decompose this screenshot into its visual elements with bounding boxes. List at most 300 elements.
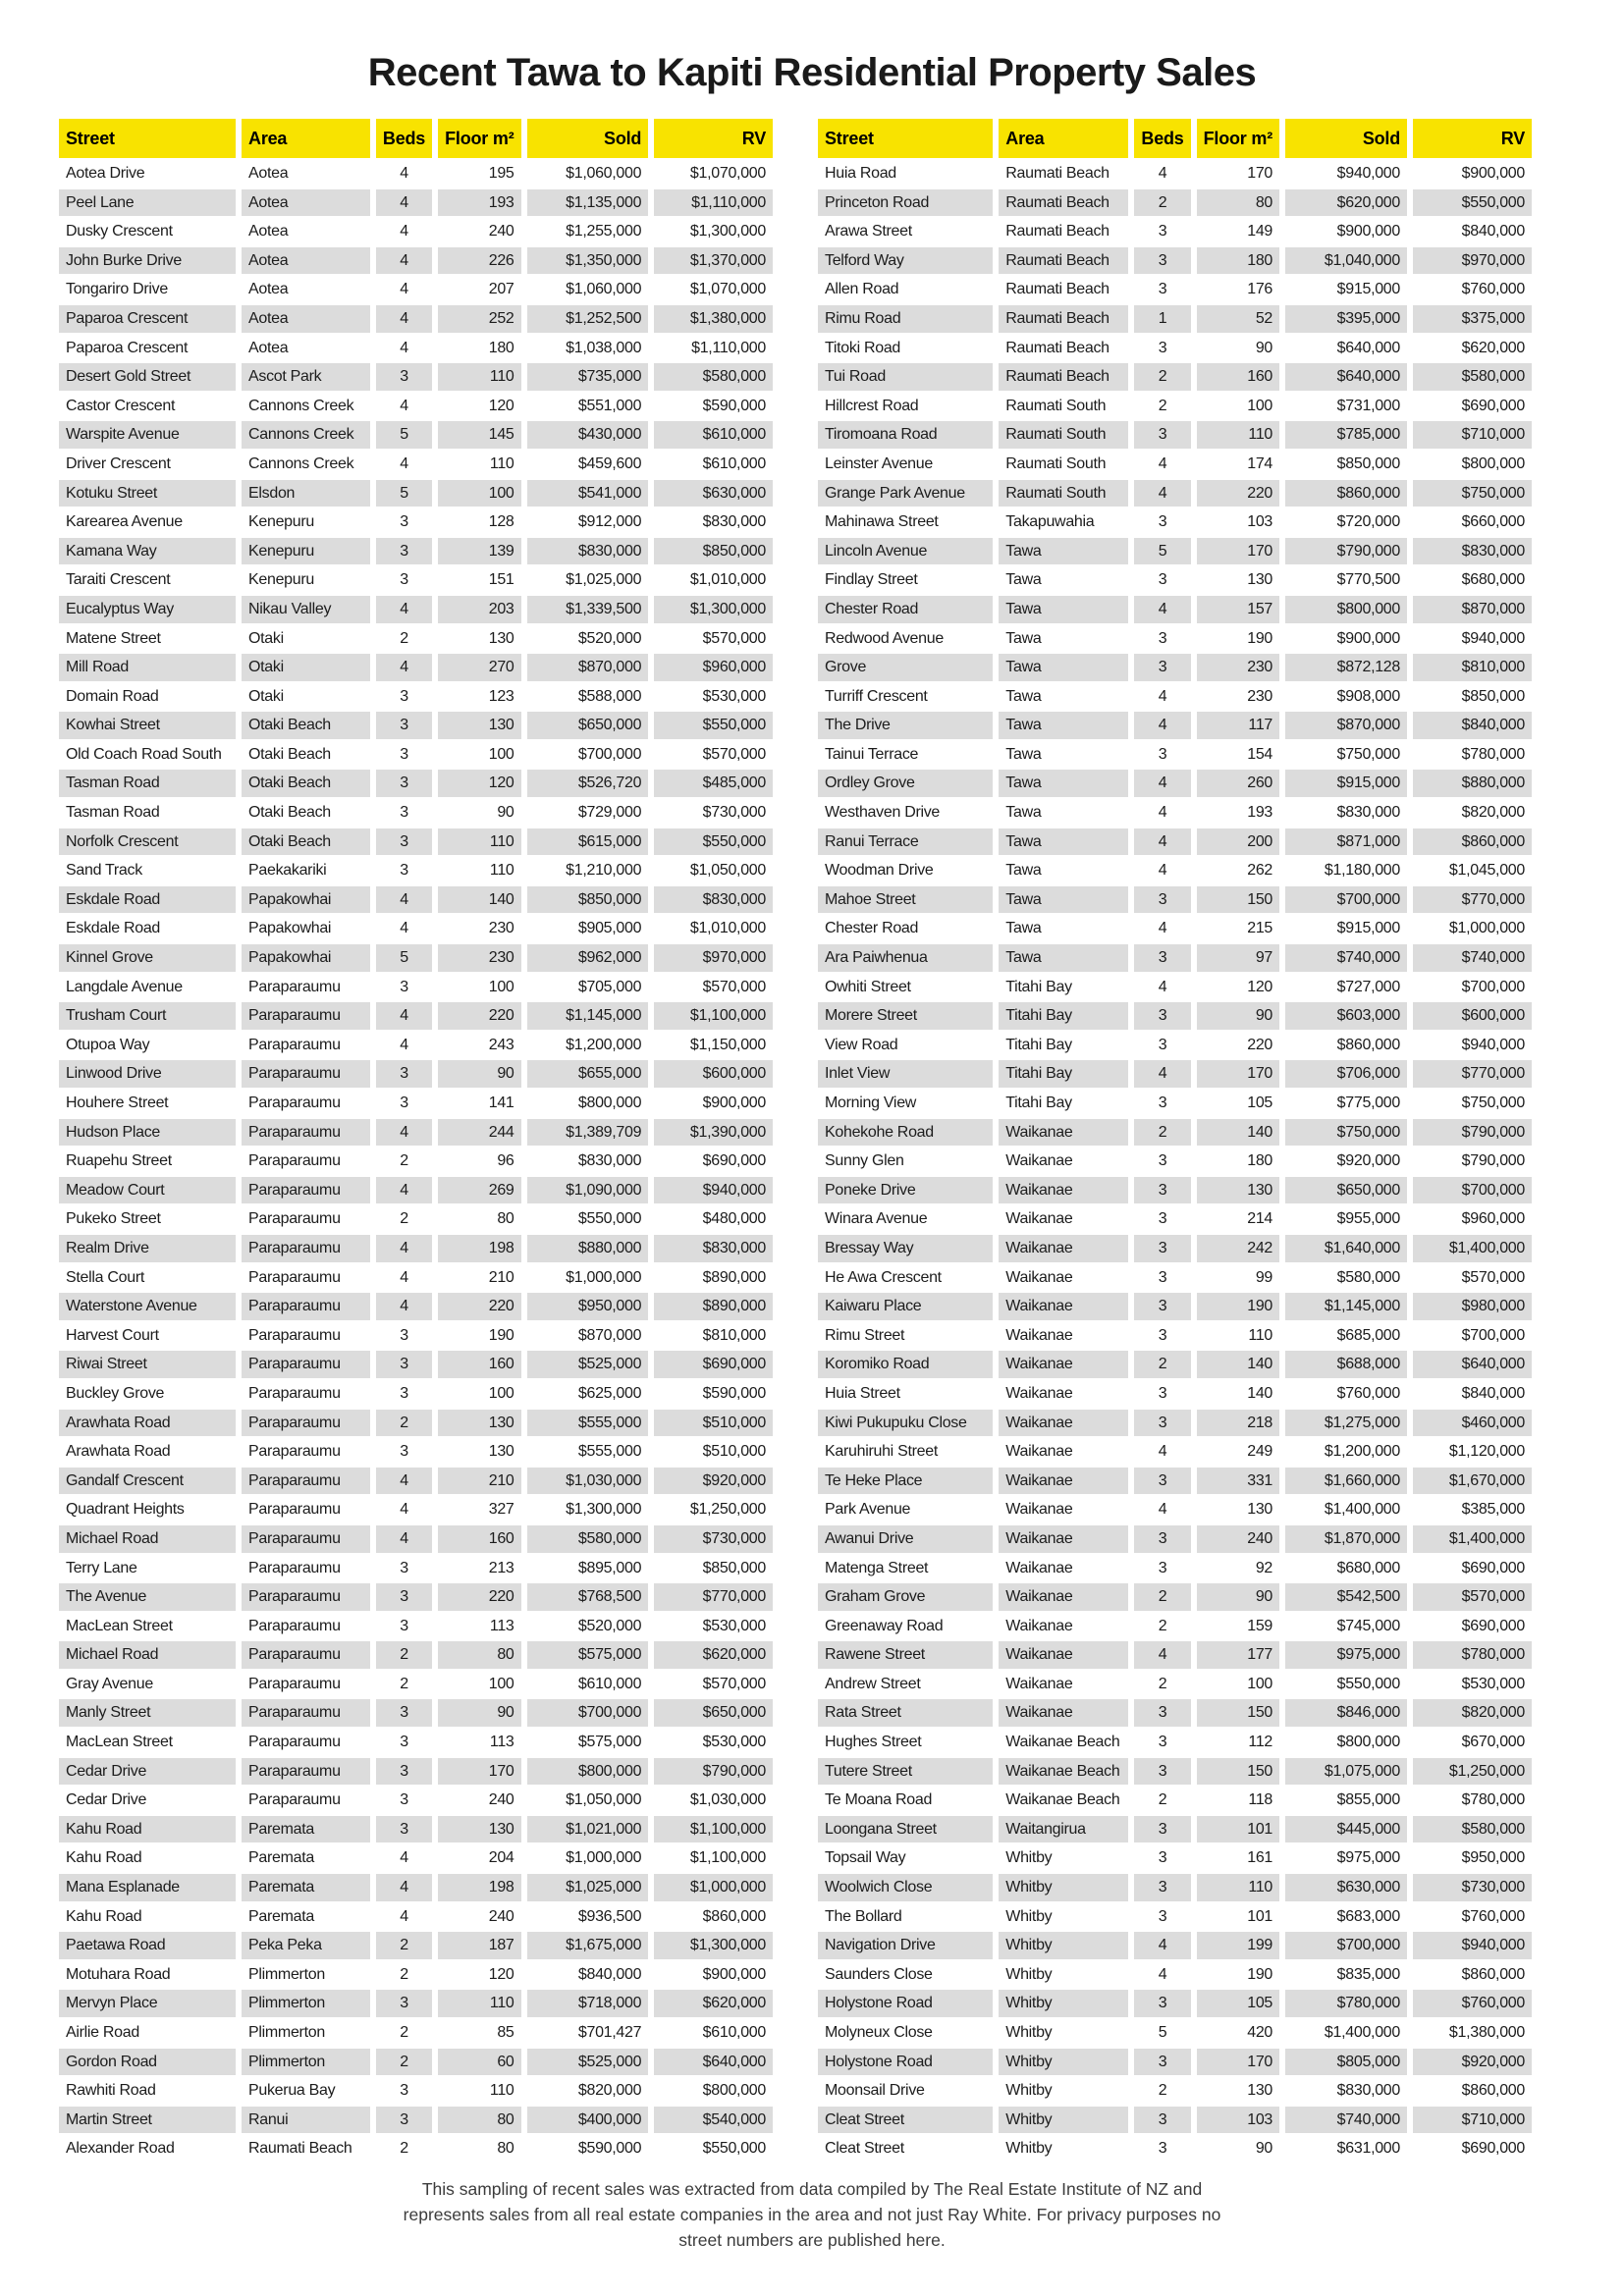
rv-cell: $385,000 [1461, 1501, 1525, 1519]
rv-cell: $485,000 [654, 770, 773, 797]
floor-cell: 260 [1197, 770, 1279, 797]
area-cell: Raumati Beach [1005, 223, 1110, 240]
area-cell: Aotea [248, 339, 289, 356]
rv-cell: $460,000 [1413, 1410, 1532, 1437]
sold-cell: $912,000 [577, 513, 642, 531]
table-row [818, 1787, 1532, 1814]
table-row [59, 538, 773, 565]
street-cell: Meadow Court [59, 1177, 236, 1204]
area-cell: Waikanae [999, 1235, 1128, 1262]
rv-cell: $860,000 [1461, 1965, 1525, 1983]
street-cell: Stella Court [66, 1268, 144, 1286]
beds-cell: 3 [1158, 2140, 1167, 2158]
area-cell: Paraparaumu [242, 1177, 370, 1204]
floor-cell: 85 [497, 2024, 514, 2041]
sold-cell: $800,000 [1336, 1734, 1401, 1751]
area-cell: Raumati South [999, 480, 1128, 507]
table-row [59, 1205, 773, 1233]
area-cell: Paraparaumu [242, 1468, 370, 1495]
table-row [59, 1525, 773, 1553]
beds-cell: 4 [1134, 1641, 1190, 1669]
floor-cell: 110 [438, 828, 520, 856]
rv-cell: $710,000 [1413, 421, 1532, 449]
street-cell: Mahoe Street [818, 886, 993, 914]
rv-cell: $900,000 [702, 1965, 766, 1983]
sold-cell: $700,000 [1285, 886, 1407, 914]
beds-cell: 2 [400, 2024, 408, 2041]
column-header-area: Area [999, 119, 1128, 158]
area-cell: Aotea [242, 247, 370, 275]
sold-cell: $1,400,000 [1324, 2024, 1401, 2041]
area-cell: Paraparaumu [248, 1152, 341, 1170]
floor-cell: 190 [1247, 1965, 1273, 1983]
rv-cell: $540,000 [654, 2107, 773, 2134]
street-cell: Riwai Street [59, 1351, 236, 1378]
street-cell: Morning View [825, 1095, 917, 1111]
area-cell: Waikanae [999, 1119, 1128, 1147]
floor-cell: 80 [497, 2140, 514, 2158]
floor-cell: 118 [1248, 1791, 1273, 1809]
street-cell: Paparoa Crescent [66, 339, 189, 356]
column-header-street: Street [59, 119, 236, 158]
street-cell: Hughes Street [825, 1734, 922, 1751]
table-row [818, 305, 1532, 333]
area-cell: Cannons Creek [248, 397, 354, 414]
beds-cell: 4 [1134, 596, 1190, 623]
street-cell: Tongariro Drive [66, 281, 168, 298]
area-cell: Tawa [999, 944, 1128, 972]
rv-cell: $900,000 [702, 1095, 766, 1111]
beds-cell: 3 [1134, 886, 1190, 914]
area-cell: Paraparaumu [242, 1410, 370, 1437]
area-cell: Kenepuru [248, 571, 315, 589]
area-cell: Raumati Beach [999, 189, 1128, 217]
area-cell: Titahi Bay [999, 1002, 1128, 1030]
area-cell: Paraparaumu [248, 1095, 341, 1111]
sold-cell: $590,000 [577, 2140, 642, 2158]
sold-cell: $740,000 [1285, 944, 1407, 972]
sold-cell: $915,000 [1336, 920, 1401, 937]
street-cell: Eskdale Road [66, 920, 161, 937]
rv-cell: $840,000 [1461, 1384, 1525, 1402]
sold-cell: $631,000 [1336, 2140, 1401, 2158]
table-row [818, 974, 1532, 1001]
header-row [818, 119, 1532, 158]
table-row [59, 1468, 773, 1495]
street-cell: Tiromoana Road [818, 421, 993, 449]
column-header-rv: RV [1413, 119, 1532, 158]
floor-cell: 187 [438, 1932, 520, 1959]
sold-cell: $1,252,500 [527, 305, 649, 333]
rv-cell: $750,000 [1461, 1095, 1525, 1111]
beds-cell: 3 [1134, 1293, 1190, 1320]
sold-cell: $1,090,000 [527, 1177, 649, 1204]
area-cell: Raumati South [1005, 454, 1107, 472]
beds-cell: 3 [1158, 513, 1167, 531]
footer-note: This sampling of recent sales was extracted from data compiled by The Real Estate Institute of NZ and represents sales from all real estate companies in the area and not just Ray White. For privacy purposes no street numbers are published here. [403, 2178, 1221, 2250]
table-row [818, 508, 1532, 536]
table-row [59, 2077, 773, 2105]
sold-cell: $1,339,500 [527, 596, 649, 623]
area-cell: Waikanae [1005, 1326, 1073, 1344]
beds-cell: 4 [376, 654, 432, 681]
beds-cell: 3 [1134, 944, 1190, 972]
street-cell: Taraiti Crescent [66, 571, 171, 589]
floor-cell: 90 [1197, 1002, 1279, 1030]
street-cell: Woodman Drive [825, 862, 934, 880]
table-row [59, 421, 773, 449]
sold-cell: $1,075,000 [1285, 1758, 1407, 1786]
area-cell: Plimmerton [242, 1990, 370, 2017]
area-cell: Paraparaumu [248, 1326, 341, 1344]
beds-cell: 2 [400, 1152, 408, 1170]
rv-cell: $780,000 [1413, 1641, 1532, 1669]
table-row [59, 1613, 773, 1640]
rv-cell: $690,000 [1461, 397, 1525, 414]
beds-cell: 4 [400, 1907, 408, 1925]
beds-cell: 4 [1134, 480, 1190, 507]
street-cell: Allen Road [825, 281, 899, 298]
rv-cell: $570,000 [702, 1675, 766, 1692]
table-row [59, 363, 773, 391]
street-cell: Westhaven Drive [825, 804, 941, 822]
floor-cell: 150 [1197, 886, 1279, 914]
area-cell: Waikanae [1005, 1384, 1073, 1402]
beds-cell: 2 [1158, 397, 1167, 414]
sold-cell: $630,000 [1285, 1874, 1407, 1901]
beds-cell: 3 [376, 770, 432, 797]
rv-cell: $940,000 [1413, 1932, 1532, 1959]
sold-cell: $855,000 [1336, 1791, 1401, 1809]
beds-cell: 4 [400, 1849, 408, 1867]
table-row [59, 654, 773, 681]
area-cell: Whitby [999, 2049, 1128, 2076]
area-cell: Papakowhai [248, 920, 332, 937]
beds-cell: 2 [400, 629, 408, 647]
floor-cell: 110 [438, 363, 520, 391]
floor-cell: 269 [438, 1177, 520, 1204]
table-row [59, 1090, 773, 1117]
street-cell: The Drive [818, 712, 993, 739]
floor-cell: 198 [438, 1874, 520, 1901]
floor-cell: 150 [1197, 1699, 1279, 1727]
table-row [59, 1729, 773, 1756]
area-cell: Kenepuru [242, 538, 370, 565]
table-row [818, 2107, 1532, 2134]
floor-cell: 103 [1197, 2107, 1279, 2134]
beds-cell: 4 [400, 454, 408, 472]
rv-cell: $610,000 [702, 2024, 766, 2041]
street-cell: Warspite Avenue [59, 421, 236, 449]
rv-cell: $620,000 [654, 1990, 773, 2017]
table-row [818, 596, 1532, 623]
rv-cell: $1,100,000 [654, 1002, 773, 1030]
street-cell: Ruapehu Street [66, 1152, 172, 1170]
floor-cell: 101 [1197, 1816, 1279, 1843]
area-cell: Tawa [1005, 687, 1042, 705]
rv-cell: $1,390,000 [654, 1119, 773, 1147]
rv-cell: $1,050,000 [689, 862, 766, 880]
area-cell: Waikanae [999, 1525, 1128, 1553]
street-cell: Huia Street [825, 1384, 900, 1402]
area-cell: Otaki Beach [248, 804, 331, 822]
table-row [818, 1148, 1532, 1175]
beds-cell: 4 [1134, 828, 1190, 856]
rv-cell: $860,000 [702, 1907, 766, 1925]
sold-cell: $575,000 [577, 1734, 642, 1751]
street-cell: Rawhiti Road [66, 2082, 156, 2100]
beds-cell: 3 [1158, 1907, 1167, 1925]
street-cell: Graham Grove [818, 1583, 993, 1611]
area-cell: Pukerua Bay [248, 2082, 336, 2100]
street-cell: Hudson Place [59, 1119, 236, 1147]
rv-cell: $550,000 [702, 2140, 766, 2158]
sold-cell: $731,000 [1336, 397, 1401, 414]
area-cell: Raumati Beach [999, 247, 1128, 275]
area-cell: Otaki [248, 687, 284, 705]
floor-cell: 170 [1247, 165, 1273, 182]
table-row [818, 480, 1532, 507]
beds-cell: 3 [1134, 2049, 1190, 2076]
table-row [59, 1990, 773, 2017]
table-row [818, 1468, 1532, 1495]
table-row [818, 1641, 1532, 1669]
rv-cell: $1,000,000 [654, 1874, 773, 1901]
beds-cell: 2 [400, 1965, 408, 1983]
area-cell: Elsdon [242, 480, 370, 507]
rv-cell: $960,000 [1461, 1210, 1525, 1228]
sold-cell: $800,000 [577, 1095, 642, 1111]
table-row [59, 974, 773, 1001]
beds-cell: 3 [400, 1384, 408, 1402]
area-cell: Cannons Creek [242, 421, 370, 449]
street-cell: Driver Crescent [66, 454, 171, 472]
street-cell: View Road [825, 1036, 898, 1053]
area-cell: Papakowhai [242, 944, 370, 972]
rv-cell: $870,000 [1413, 596, 1532, 623]
beds-cell: 4 [376, 189, 432, 217]
floor-cell: 190 [488, 1326, 514, 1344]
beds-cell: 3 [376, 363, 432, 391]
table-row [59, 335, 773, 362]
beds-cell: 4 [400, 1036, 408, 1053]
rv-cell: $1,120,000 [1448, 1443, 1525, 1461]
beds-cell: 3 [1158, 629, 1167, 647]
floor-cell: 331 [1197, 1468, 1279, 1495]
floor-cell: 113 [489, 1734, 514, 1751]
sales-table-left [53, 117, 779, 2164]
sold-cell: $1,400,000 [1324, 1501, 1401, 1519]
sold-cell: $551,000 [577, 397, 642, 414]
floor-cell: 103 [1247, 513, 1273, 531]
table-row [818, 2049, 1532, 2076]
sold-cell: $1,389,709 [527, 1119, 649, 1147]
floor-cell: 220 [1197, 480, 1279, 507]
sold-cell: $459,600 [577, 454, 642, 472]
floor-cell: 139 [438, 538, 520, 565]
table-row [59, 799, 773, 827]
beds-cell: 4 [376, 247, 432, 275]
beds-cell: 4 [376, 1468, 432, 1495]
street-cell: Matene Street [66, 629, 161, 647]
rv-cell: $970,000 [1413, 247, 1532, 275]
rv-cell: $610,000 [654, 421, 773, 449]
beds-cell: 4 [1134, 770, 1190, 797]
beds-cell: 3 [1158, 1210, 1167, 1228]
area-cell: Paraparaumu [248, 1734, 341, 1751]
beds-cell: 3 [1134, 1235, 1190, 1262]
table-row [818, 799, 1532, 827]
beds-cell: 3 [1134, 1699, 1190, 1727]
sold-cell: $550,000 [577, 1210, 642, 1228]
street-cell: Sand Track [66, 862, 142, 880]
rv-cell: $610,000 [702, 454, 766, 472]
sold-cell: $1,145,000 [1285, 1293, 1407, 1320]
area-cell: Paraparaumu [242, 1525, 370, 1553]
sold-cell: $768,500 [527, 1583, 649, 1611]
area-cell: Plimmerton [242, 2049, 370, 2076]
beds-cell: 3 [1134, 1990, 1190, 2017]
rv-cell: $750,000 [1413, 480, 1532, 507]
sold-cell: $936,500 [577, 1907, 642, 1925]
street-cell: Mana Esplanade [59, 1874, 236, 1901]
sold-cell: $955,000 [1336, 1210, 1401, 1228]
area-cell: Raumati South [999, 421, 1128, 449]
sold-cell: $700,000 [1285, 1932, 1407, 1959]
area-cell: Tawa [999, 712, 1128, 739]
sold-cell: $915,000 [1336, 281, 1401, 298]
table-row [818, 944, 1532, 972]
area-cell: Waikanae [1005, 1675, 1073, 1692]
floor-cell: 105 [1247, 1095, 1273, 1111]
table-row [59, 944, 773, 972]
sold-cell: $975,000 [1336, 1849, 1401, 1867]
rv-cell: $900,000 [1461, 165, 1525, 182]
sold-cell: $800,000 [1285, 596, 1407, 623]
sold-cell: $688,000 [1285, 1351, 1407, 1378]
beds-cell: 3 [376, 1699, 432, 1727]
sold-cell: $1,210,000 [566, 862, 642, 880]
rv-cell: $620,000 [654, 1641, 773, 1669]
rv-cell: $1,110,000 [691, 339, 766, 356]
area-cell: Raumati Beach [1005, 281, 1110, 298]
floor-cell: 90 [1255, 339, 1273, 356]
table-row [59, 247, 773, 275]
table-row [59, 1322, 773, 1350]
area-cell: Whitby [1005, 2024, 1053, 2041]
sold-cell: $615,000 [527, 828, 649, 856]
sold-cell: $780,000 [1285, 1990, 1407, 2017]
beds-cell: 3 [400, 1443, 408, 1461]
beds-cell: 5 [376, 421, 432, 449]
rv-cell: $1,370,000 [654, 247, 773, 275]
table-row [818, 1932, 1532, 1959]
sold-cell: $655,000 [527, 1060, 649, 1088]
street-cell: Houhere Street [66, 1095, 169, 1111]
floor-cell: 120 [1247, 978, 1273, 995]
area-cell: Plimmerton [248, 1965, 325, 1983]
street-cell: He Awa Crescent [825, 1268, 942, 1286]
area-cell: Ranui [242, 2107, 370, 2134]
sold-cell: $790,000 [1285, 538, 1407, 565]
beds-cell: 4 [376, 1874, 432, 1901]
street-cell: Loongana Street [818, 1816, 993, 1843]
street-cell: Otupoa Way [66, 1036, 150, 1053]
sold-cell: $940,000 [1336, 165, 1401, 182]
beds-cell: 3 [1134, 421, 1190, 449]
beds-cell: 4 [1158, 687, 1167, 705]
floor-cell: 198 [438, 1235, 520, 1262]
beds-cell: 4 [376, 596, 432, 623]
table-row [818, 1060, 1532, 1088]
floor-cell: 90 [497, 804, 514, 822]
street-cell: Eskdale Road [59, 886, 236, 914]
table-row [59, 596, 773, 623]
rv-cell: $600,000 [1413, 1002, 1532, 1030]
table-row [818, 566, 1532, 594]
table-row [818, 857, 1532, 884]
area-cell: Tawa [1005, 804, 1042, 822]
floor-cell: 230 [1197, 654, 1279, 681]
area-cell: Raumati South [1005, 397, 1107, 414]
rv-cell: $880,000 [1413, 770, 1532, 797]
beds-cell: 3 [1134, 2107, 1190, 2134]
table-row [59, 2135, 773, 2163]
street-cell: Cleat Street [825, 2140, 904, 2158]
tables-container [0, 117, 1624, 2164]
area-cell: Waikanae Beach [1005, 1734, 1120, 1751]
table-row [59, 1555, 773, 1582]
street-cell: Awanui Drive [818, 1525, 993, 1553]
beds-cell: 3 [400, 513, 408, 531]
beds-cell: 4 [1158, 454, 1167, 472]
table-row [59, 1496, 773, 1523]
floor-cell: 213 [488, 1559, 514, 1576]
street-cell: Grove [818, 654, 993, 681]
beds-cell: 2 [400, 2140, 408, 2158]
floor-cell: 130 [488, 629, 514, 647]
table-row [59, 1380, 773, 1408]
beds-cell: 4 [400, 1268, 408, 1286]
floor-cell: 130 [438, 712, 520, 739]
table-row [59, 1641, 773, 1669]
area-cell: Waikanae Beach [1005, 1791, 1120, 1809]
beds-cell: 3 [1158, 223, 1167, 240]
area-cell: Whitby [1005, 1849, 1053, 1867]
area-cell: Paremata [242, 1874, 370, 1901]
table-row [59, 1816, 773, 1843]
beds-cell: 4 [400, 920, 408, 937]
rv-cell: $580,000 [1413, 363, 1532, 391]
area-cell: Otaki [248, 629, 284, 647]
street-cell: Saunders Close [825, 1965, 933, 1983]
beds-cell: 3 [400, 745, 408, 763]
rv-cell: $1,010,000 [689, 571, 766, 589]
area-cell: Paraparaumu [242, 1583, 370, 1611]
sold-cell: $400,000 [527, 2107, 649, 2134]
area-cell: Otaki Beach [242, 770, 370, 797]
street-cell: Findlay Street [825, 571, 918, 589]
table-row [818, 451, 1532, 478]
table-row [59, 770, 773, 797]
rv-cell: $570,000 [702, 978, 766, 995]
area-cell: Paremata [248, 1849, 314, 1867]
column-header-area: Area [242, 119, 370, 158]
table-row [59, 1002, 773, 1030]
rv-cell: $590,000 [702, 1384, 766, 1402]
rv-cell: $850,000 [654, 538, 773, 565]
sold-cell: $706,000 [1285, 1060, 1407, 1088]
